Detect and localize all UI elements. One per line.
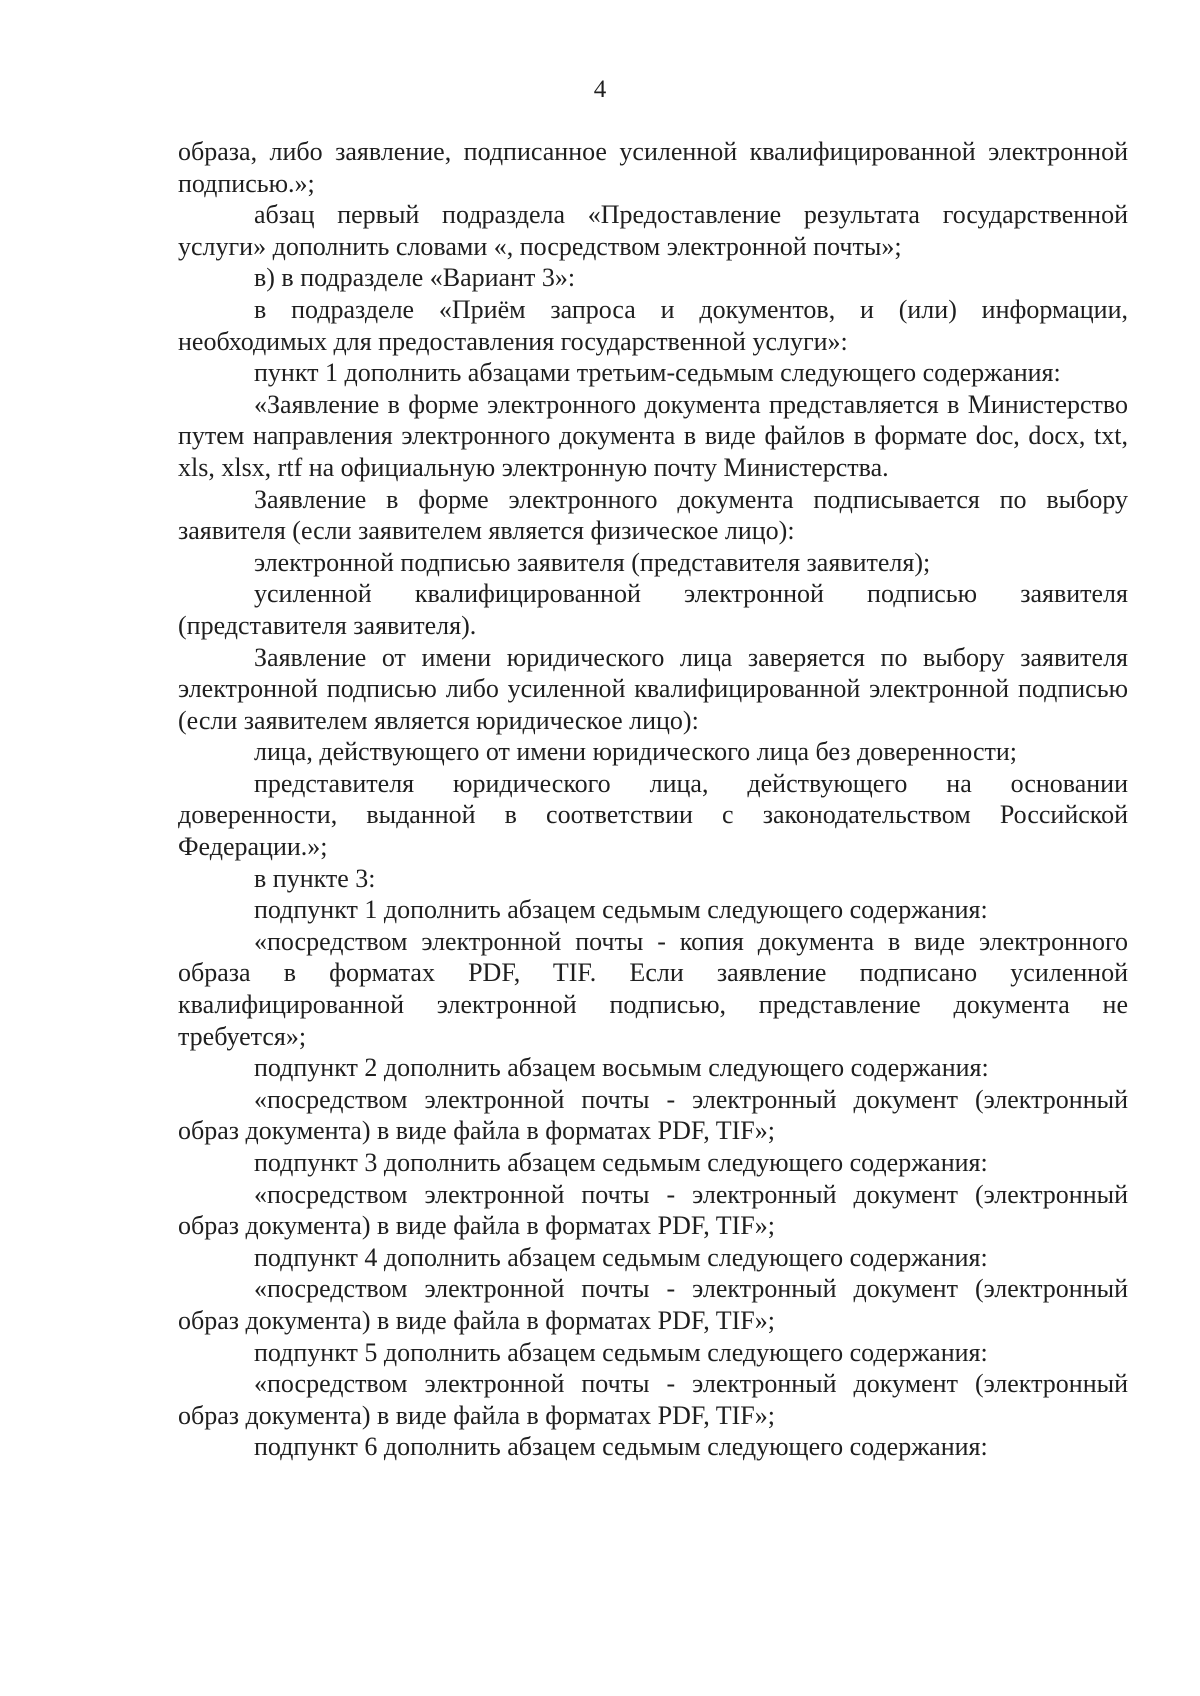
paragraph: «посредством электронной почты - электронный документ (электронный образ документа) в виде файла в форматах PDF, TIF»;	[178, 1084, 1128, 1146]
page-number: 4	[593, 76, 607, 103]
paragraph: подпункт 1 дополнить абзацем седьмым следующего содержания:	[254, 895, 988, 925]
paragraph: подпункт 3 дополнить абзацем седьмым следующего содержания:	[254, 1148, 988, 1177]
paragraph: электронной подписью заявителя (представителя заявителя);	[254, 547, 931, 577]
document-body	[178, 136, 1128, 1463]
paragraph: лица, действующего от имени юридического лица без доверенности;	[254, 737, 1017, 767]
paragraph: Заявление в форме электронного документа подписывается по выбору заявителя (если заявителем является физическое лицо):	[178, 484, 1128, 546]
paragraph: «посредством электронной почты - электронный документ (электронный образ документа) в виде файла в форматах PDF, TIF»;	[178, 1179, 1128, 1241]
paragraph: представителя юридического лица, действующего на основании доверенности, выданной в соответствии с законодательством Российской Федерации.»;	[178, 768, 1128, 862]
paragraph: «посредством электронной почты - электронный документ (электронный образ документа) в виде файла в форматах PDF, TIF»;	[178, 1274, 1128, 1335]
paragraph: «Заявление в форме электронного документа представляется в Министерство путем направления электронного документа в виде файлов в формате doc, docx, txt, xls, xlsx, rtf на официальную электронную почту Министерства.	[178, 389, 1128, 482]
paragraph: пункт 1 дополнить абзацами третьим-седьмым следующего содержания:	[254, 358, 1061, 388]
paragraph: подпункт 4 дополнить абзацем седьмым следующего содержания:	[254, 1242, 988, 1272]
paragraph: абзац первый подраздела «Предоставление результата государственной услуги» дополнить словами «, посредством электронной почты»;	[178, 200, 1128, 261]
paragraph: в подразделе «Приём запроса и документов, и (или) информации, необходимых для предоставления государственной услуги»:	[178, 294, 1128, 356]
paragraph: в пункте 3:	[254, 863, 376, 893]
paragraph: «посредством электронной почты - электронный документ (электронный образ документа) в виде файла в форматах PDF, TIF»;	[178, 1369, 1128, 1430]
paragraph: в) в подразделе «Вариант 3»:	[254, 263, 576, 293]
paragraph: подпункт 2 дополнить абзацем восьмым следующего содержания:	[254, 1053, 989, 1083]
paragraph: усиленной квалифицированной электронной подписью заявителя (представителя заявителя).	[178, 579, 1128, 640]
paragraph: подпункт 5 дополнить абзацем седьмым следующего содержания:	[254, 1337, 988, 1367]
paragraph: подпункт 6 дополнить абзацем седьмым следующего содержания:	[254, 1432, 988, 1462]
paragraph: «посредством электронной почты - копия документа в виде электронного образа в форматах PDF, TIF. Если заявление подписано усиленной квалифицированной электронной подписью, представление документа не требуется»;	[178, 926, 1128, 1051]
paragraph: Заявление от имени юридического лица заверяется по выбору заявителя электронной подписью либо усиленной квалифицированной электронной подписью (если заявителем является юридическое лицо):	[178, 642, 1128, 735]
paragraph: образа, либо заявление, подписанное усиленной квалифицированной электронной подписью.»;	[178, 137, 1128, 198]
